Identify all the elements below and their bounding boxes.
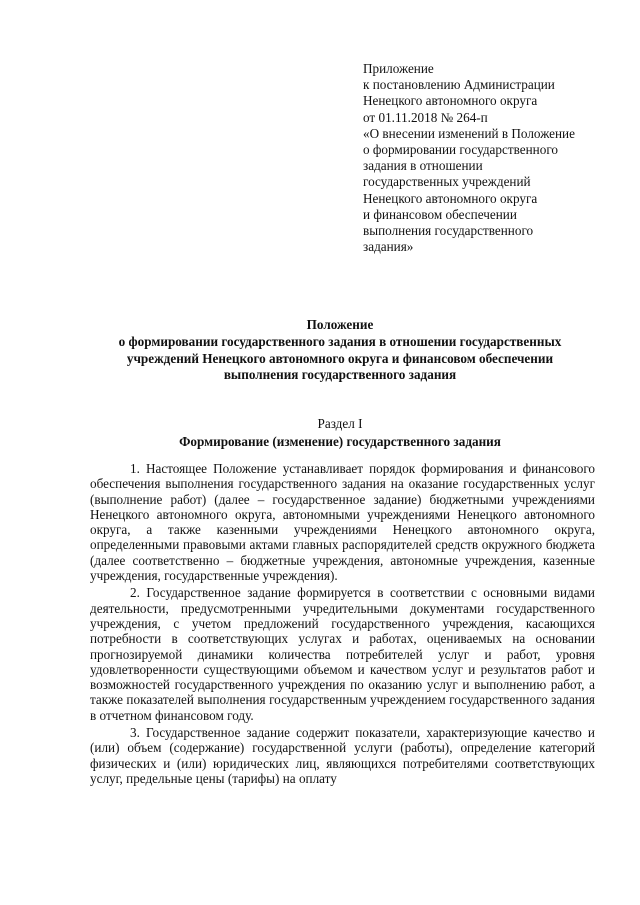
appendix-line: к постановлению Администрации: [363, 77, 555, 93]
appendix-line: о формировании государственного: [363, 142, 558, 158]
appendix-line: задания в отношении: [363, 158, 483, 174]
title-line: учреждений Ненецкого автономного округа и финансовом обеспечении: [126, 350, 554, 366]
appendix-line: задания»: [363, 239, 414, 255]
appendix-line: «О внесении изменений в Положение: [363, 125, 575, 141]
appendix-line: и финансовом обеспечении: [363, 206, 517, 222]
appendix-line: Приложение: [363, 61, 434, 76]
appendix-line: государственных учреждений: [363, 174, 531, 190]
title-line: о формировании государственного задания в отношении государственных: [118, 333, 562, 349]
paragraph: 2. Государственное задание формируется в соответствии с основными видами деятельности, предусмотренными учредительными документами государственного учреждения, с учетом предложений государственного учреждения, касающихся потребности в соответствующих услугах и работах, оцениваемых на основании прогнозируемой динамики количества потребителей услуг и работ, уровня удовлетворенности существующими объемом и качеством услуг и результатов работ и возможностей государственного учреждения по оказанию услуг и выполнению работ, а также показателей выполнения государственным учреждением государственного задания в отчетном финансовом году.: [90, 585, 595, 723]
appendix-line: Ненецкого автономного округа: [363, 93, 538, 109]
title-line: выполнения государственного задания: [223, 367, 457, 383]
body-text: [90, 461, 595, 788]
title-line: Положение: [306, 317, 374, 332]
appendix-line: Ненецкого автономного округа: [363, 190, 538, 206]
paragraph: 1. Настоящее Положение устанавливает порядок формирования и финансового обеспечения выполнения государственного задания на оказание государственных услуг (выполнение работ) (далее – государственное задание) бюджетными учреждениями Ненецкого автономного округа, автономными учреждениями Ненецкого автономного округа, а также казенными учреждениями Ненецкого автономного округа, определенными правовыми актами главных распорядителей средств окружного бюджета (далее соответственно – бюджетные учреждения, автономные учреждения, казенные учреждения, государственные учреждения).: [90, 461, 595, 584]
section-title: Формирование (изменение) государственного задания: [179, 433, 501, 449]
appendix-line: от 01.11.2018 № 264-п: [363, 109, 488, 125]
document-title: [90, 317, 590, 384]
paragraph: 3. Государственное задание содержит показатели, характеризующие качество и (или) объем (содержание) государственной услуги (работы), определение категорий физических и (или) юридических лиц, являющихся потребителями соответствующих услуг, предельные цены (тарифы) на оплату: [90, 725, 595, 786]
section-label: Раздел I: [317, 416, 363, 431]
section-heading: [90, 415, 590, 450]
appendix-block: [363, 61, 613, 255]
appendix-line: выполнения государственного: [363, 223, 534, 239]
